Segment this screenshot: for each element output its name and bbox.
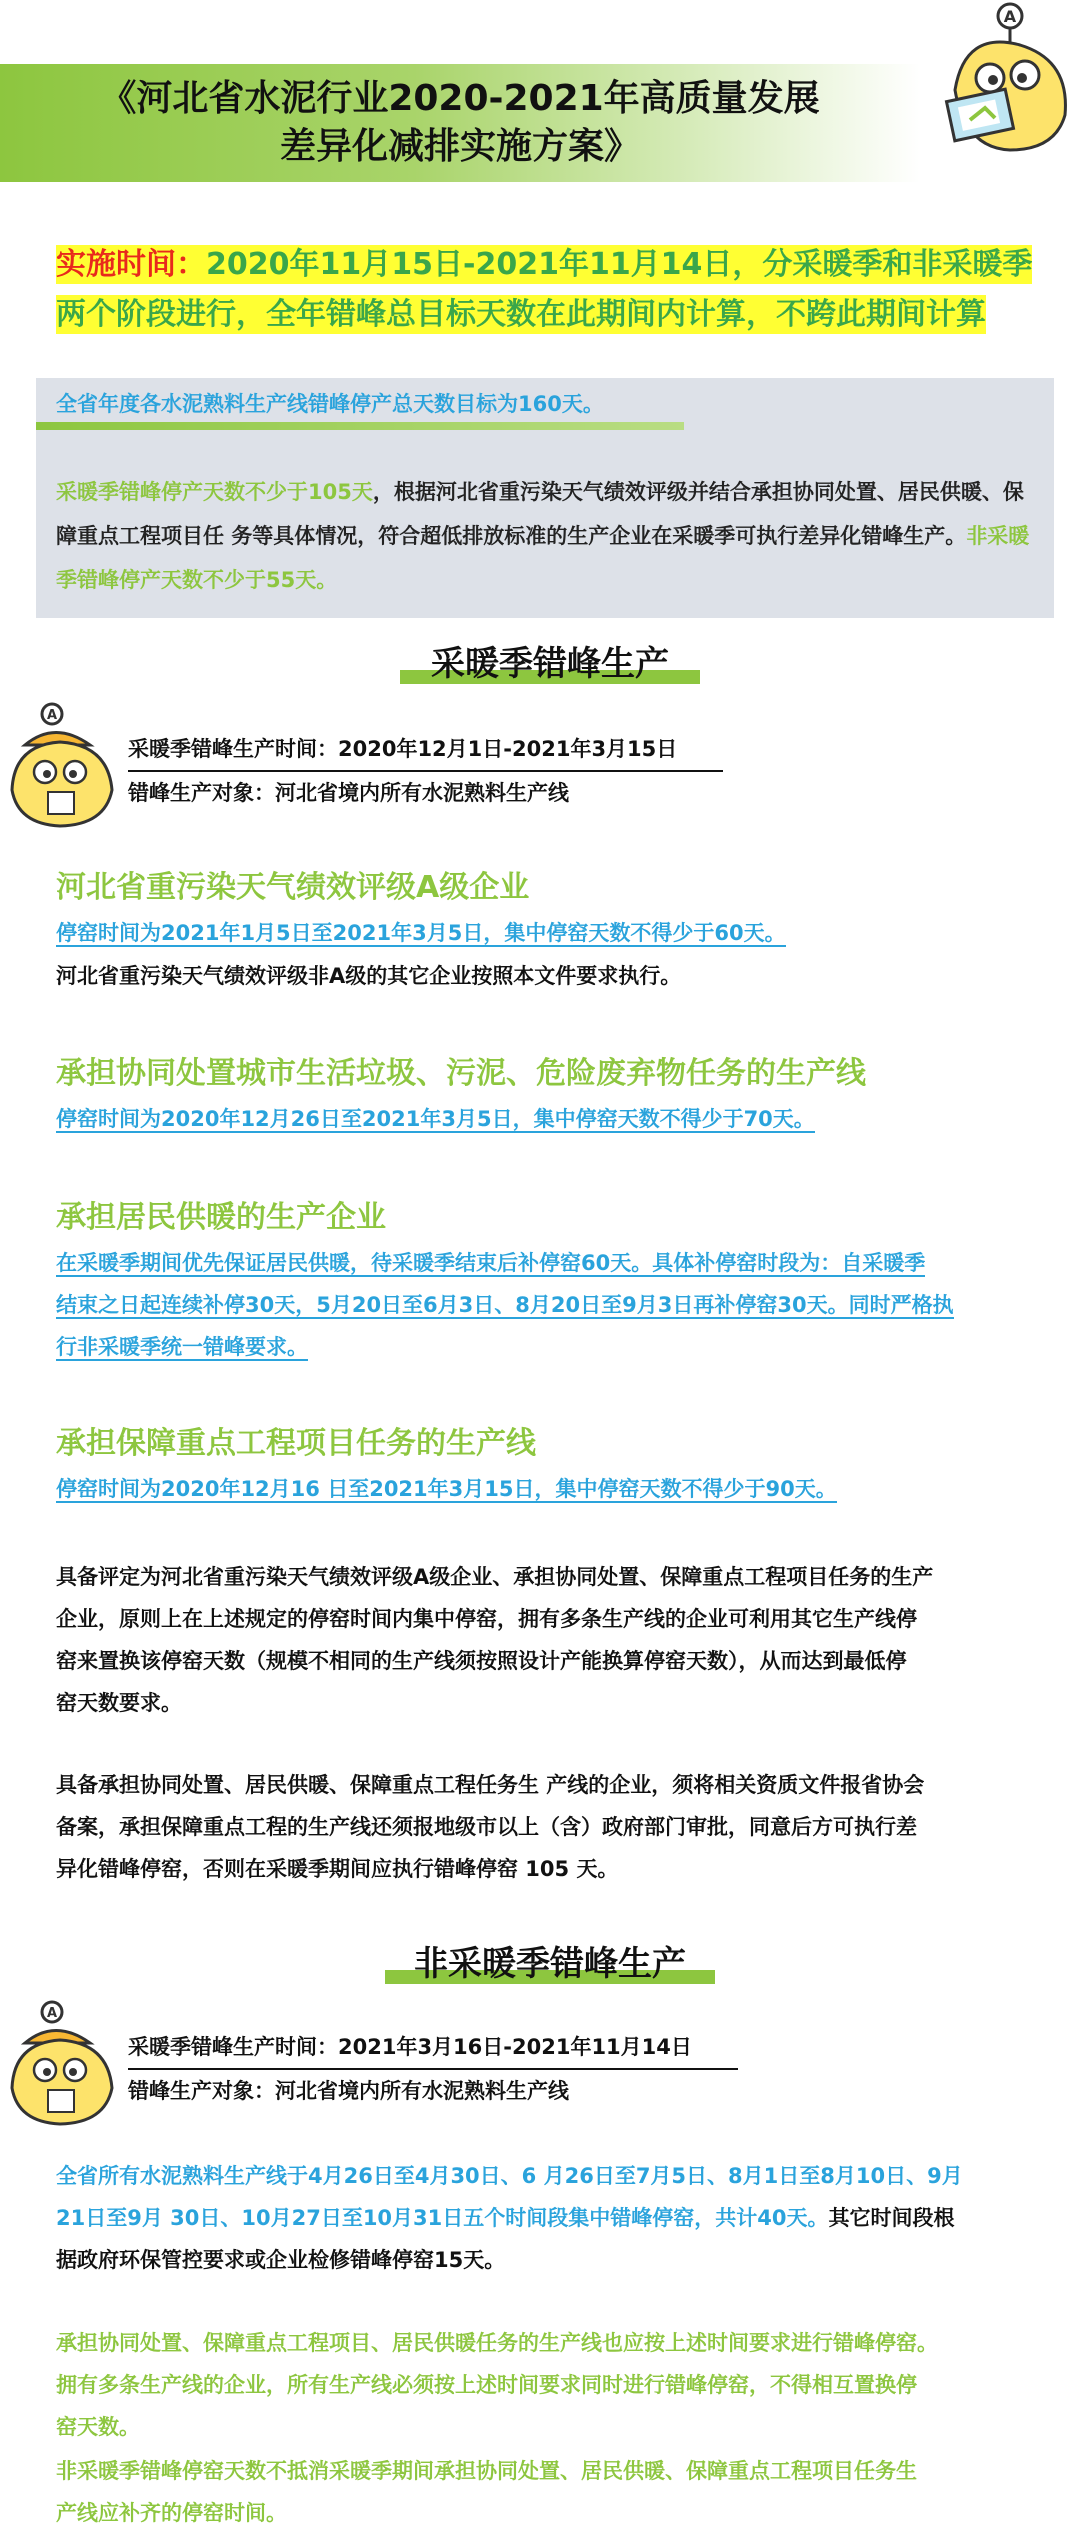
summary-body: 采暖季错峰停产天数不少于105天，根据河北省重污染天气绩效评级并结合承担协同处置、居民供暖、保障重点工程项目任 务等具体情况，符合超低排放标准的生产企业在采暖季可执行差异化错峰生产。非采暖季错峰停产天数不少于55天。 — [56, 480, 1030, 592]
nonheating-para-1: 全省所有水泥熟料生产线于4月26日至4月30日、6 月26日至7月5日、8月1日至8月10日、9月 21日至9月 30日、10月27日至10月31日五个时间段集中错峰停窑，共计40天。其它时间段根 据政府环保管控要求或企业检修错峰停窑15天。 — [56, 2164, 963, 2272]
fish-mascot-icon — [0, 1998, 128, 2128]
waste-time: 停窑时间为2020年12月26日至2021年3月5日，集中停窑天数不得少于70天。 — [56, 1107, 815, 1131]
nonheating-target: 错峰生产对象：河北省境内所有水泥熟料生产线 — [128, 2079, 569, 2103]
summary-target: 全省年度各水泥熟料生产线错峰停产总天数目标为160天。 — [56, 392, 604, 416]
summary-underbar — [36, 422, 684, 430]
heading-waste: 承担协同处置城市生活垃圾、污泥、危险废弃物任务的生产线 — [56, 1056, 866, 1091]
a-level-time: 停窑时间为2021年1月5日至2021年3月5日，集中停窑天数不得少于60天。 — [56, 921, 786, 945]
key-projects-time: 停窑时间为2020年12月16 日至2021年3月15日，集中停窑天数不得少于90天。 — [56, 1477, 837, 1501]
svg-text:A: A — [46, 708, 58, 723]
fish-mascot-icon — [0, 700, 128, 830]
nonheating-time: 采暖季错峰生产时间：2021年3月16日-2021年11月14日 — [128, 2035, 692, 2059]
heating-para-2: 具备承担协同处置、居民供暖、保障重点工程任务生 产线的企业，须将相关资质文件报省协会 备案，承担保障重点工程的生产线还须报地级市以上（含）政府部门审批，同意后方可执行差 异化错峰停窑，否则在采暖季期间应执行错峰停窑 105 天。 — [56, 1773, 925, 1881]
implementation-time: 实施时间：2020年11月15日-2021年11月14日，分采暖季和非采暖季 两个阶段进行，全年错峰总目标天数在此期间内计算，不跨此期间计算 — [56, 247, 1033, 332]
a-level-note: 河北省重污染天气绩效评级非A级的其它企业按照本文件要求执行。 — [56, 964, 682, 988]
fish-mascot-icon — [915, 0, 1075, 160]
section-title-nonheating: 非采暖季错峰生产 — [385, 1942, 715, 1986]
svg-text:A: A — [1003, 7, 1017, 26]
heating-supply-text: 在采暖季期间优先保证居民供暖，待采暖季结束后补停窑60天。具体补停窑时段为：自采暖季 结束之日起连续补停30天，5月20日至6月3日、8月20日至9月3日再补停窑30天。同时严格执 行非采暖季统一错峰要求。 — [56, 1251, 954, 1359]
heading-key-projects: 承担保障重点工程项目任务的生产线 — [56, 1426, 536, 1461]
nonheating-para-2: 承担协同处置、保障重点工程项目、居民供暖任务的生产线也应按上述时间要求进行错峰停窑。 拥有多条生产线的企业，所有生产线必须按上述时间要求同时进行错峰停窑，不得相互置换停 窑天数。 — [56, 2331, 938, 2439]
heating-target: 错峰生产对象：河北省境内所有水泥熟料生产线 — [128, 781, 569, 805]
svg-text:A: A — [46, 2006, 58, 2021]
heading-heating-supply: 承担居民供暖的生产企业 — [56, 1200, 386, 1235]
heating-para-1: 具备评定为河北省重污染天气绩效评级A级企业、承担协同处置、保障重点工程项目任务的生产 企业，原则上在上述规定的停窑时间内集中停窑，拥有多条生产线的企业可利用其它生产线停 窑来置换该停窑天数（规模不相同的生产线须按照设计产能换算停窑天数），从而达到最低停 窑天数要求。 — [56, 1565, 934, 1715]
section-title-heating: 采暖季错峰生产 — [400, 642, 700, 686]
heading-a-level: 河北省重污染天气绩效评级A级企业 — [56, 870, 530, 905]
heating-time: 采暖季错峰生产时间：2020年12月1日-2021年3月15日 — [128, 737, 678, 761]
page-title: 《河北省水泥行业2020-2021年高质量发展 差异化减排实施方案》 — [100, 78, 820, 167]
nonheating-para-3: 非采暖季错峰停窑天数不抵消采暖季期间承担协同处置、居民供暖、保障重点工程项目任务生 产线应补齐的停窑时间。 — [56, 2459, 917, 2525]
